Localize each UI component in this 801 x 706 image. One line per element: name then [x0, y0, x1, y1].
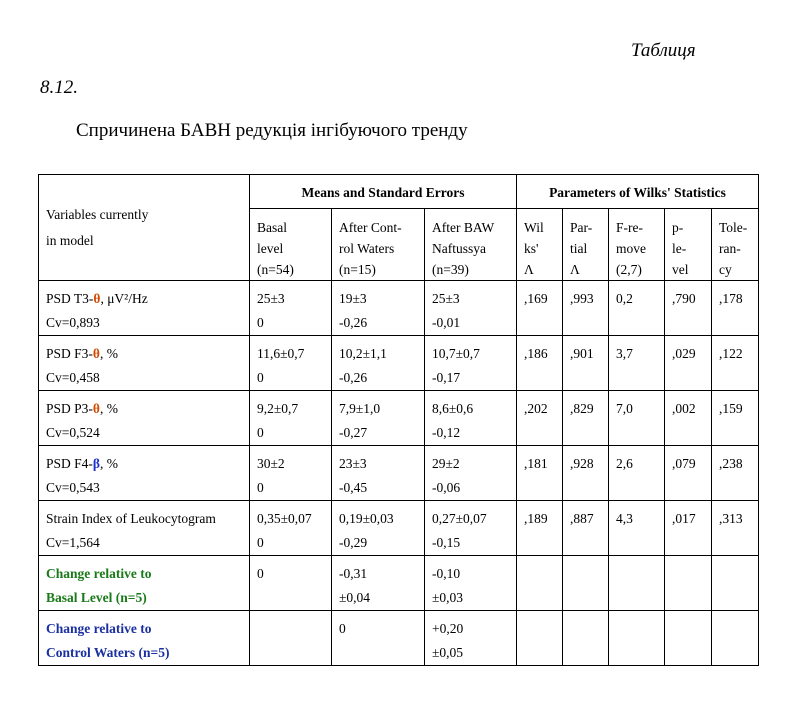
wilks-lambda-cell — [517, 391, 563, 446]
tolerancy-cell-value: ,122 — [719, 346, 743, 361]
wilks-lambda-cell — [517, 446, 563, 501]
variable-prefix: Strain Index of Leukocytogram — [46, 511, 216, 526]
variable-cell — [39, 446, 250, 501]
variable-name — [46, 342, 249, 366]
p-level-cell-value: ,790 — [672, 291, 696, 306]
f-remove-cell-value: 7,0 — [616, 401, 633, 416]
f-remove-cell — [609, 281, 665, 336]
table-row — [39, 391, 759, 446]
wilks-lambda-cell-value: ,169 — [524, 291, 548, 306]
tolerancy-header-line-1: Tole- — [719, 220, 748, 235]
variables-header-line-1: Variables currently — [46, 206, 149, 222]
baw-naftussya-cell-line-2: ±0,03 — [432, 590, 464, 605]
baw-naftussya-cell — [425, 446, 517, 501]
wilks-lambda-header-line-1: Wil — [524, 220, 544, 235]
baw-naftussya-cell-mean: 0,27±0,07 — [432, 511, 487, 526]
table-row — [39, 501, 759, 556]
baw-naftussya-cell — [425, 556, 517, 611]
table-row — [39, 336, 759, 391]
change-relative-control-waters-row-label-line-2: Control Waters (n=5) — [46, 645, 170, 660]
p-level-cell — [665, 446, 712, 501]
p-level-cell-value: ,029 — [672, 346, 696, 361]
variables-header-line-2: in model — [46, 232, 94, 248]
variable-suffix: , μV²/Hz — [100, 291, 148, 306]
wilks-lambda-header-line-2: ks' — [524, 241, 539, 256]
partial-lambda-cell — [563, 281, 609, 336]
table-title: Спричинена БАВН редукція інгібуючого тренду — [76, 120, 468, 141]
variable-suffix: , % — [100, 456, 119, 471]
tolerancy-header-line-2: ran- — [719, 241, 741, 256]
basal-level-header — [250, 209, 332, 281]
basal-level-cell — [250, 336, 332, 391]
basal-level-cell-mean: 30±2 — [257, 456, 285, 471]
tolerancy-cell-value: ,238 — [719, 456, 743, 471]
baw-naftussya-cell — [425, 281, 517, 336]
coefficient-of-variation: Cv=0,458 — [46, 370, 100, 385]
control-waters-cell-value: 0 — [339, 621, 346, 636]
variable-name — [46, 397, 249, 421]
theta-symbol: θ — [93, 291, 101, 306]
variable-cell — [39, 336, 250, 391]
variable-prefix: PSD F4- — [46, 456, 93, 471]
f-remove-header-line-1: F-re- — [616, 220, 643, 235]
partial-lambda-cell — [563, 446, 609, 501]
basal-level-header-line-2: level — [257, 241, 284, 256]
wilks-group-header: Parameters of Wilks' Statistics — [517, 175, 759, 209]
coefficient-of-variation: Cv=1,564 — [46, 535, 100, 550]
basal-level-cell — [250, 391, 332, 446]
tolerancy-cell — [712, 501, 759, 556]
f-remove-header-line-2: move — [616, 241, 646, 256]
baw-naftussya-cell-line-1: -0,10 — [432, 566, 461, 581]
variable-prefix: PSD P3- — [46, 401, 93, 416]
f-remove-header — [609, 209, 665, 281]
change-relative-basal-row-label-line-1: Change relative to — [46, 566, 152, 581]
baw-naftussya-cell-mean: 10,7±0,7 — [432, 346, 480, 361]
baw-naftussya-cell-line-2: ±0,05 — [432, 645, 464, 660]
control-waters-cell-mean: 0,19±0,03 — [339, 511, 394, 526]
baw-naftussya-cell-effect: -0,17 — [432, 370, 461, 385]
f-remove-header-line-3: (2,7) — [616, 262, 642, 277]
f-remove-cell-value: 3,7 — [616, 346, 633, 361]
control-waters-cell-mean: 7,9±1,0 — [339, 401, 381, 416]
header-row-groups — [39, 175, 759, 209]
variable-cell — [39, 281, 250, 336]
baw-naftussya-cell-mean: 29±2 — [432, 456, 460, 471]
tolerancy-cell — [712, 281, 759, 336]
basal-level-cell — [250, 611, 332, 666]
control-waters-cell-effect: -0,27 — [339, 425, 368, 440]
control-waters-cell — [332, 501, 425, 556]
control-waters-header-line-1: After Cont- — [339, 220, 402, 235]
control-waters-cell-effect: -0,45 — [339, 480, 368, 495]
control-waters-header — [332, 209, 425, 281]
coefficient-of-variation: Cv=0,893 — [46, 315, 100, 330]
control-waters-header-line-3: (n=15) — [339, 262, 376, 277]
tolerancy-cell — [712, 391, 759, 446]
change-relative-control-waters-row — [39, 611, 759, 666]
variable-prefix: PSD T3- — [46, 291, 94, 306]
p-level-header-line-1: p- — [672, 220, 684, 235]
tolerancy-cell-value: ,159 — [719, 401, 743, 416]
baw-naftussya-header-line-2: Naftussya — [432, 241, 486, 256]
baw-naftussya-cell-line-1: +0,20 — [432, 621, 464, 636]
caption-number: 8.12. — [40, 77, 78, 98]
p-level-cell — [665, 501, 712, 556]
table-body — [39, 281, 759, 666]
change-relative-basal-row — [39, 556, 759, 611]
wilks-lambda-cell — [517, 501, 563, 556]
empty-cell — [517, 611, 563, 666]
variable-cell — [39, 391, 250, 446]
means-group-header: Means and Standard Errors — [250, 175, 517, 209]
basal-level-cell-mean: 11,6±0,7 — [257, 346, 305, 361]
tolerancy-cell-value: ,178 — [719, 291, 743, 306]
control-waters-cell — [332, 336, 425, 391]
p-level-header-line-3: vel — [672, 262, 689, 277]
basal-level-cell-effect: 0 — [257, 315, 264, 330]
p-level-cell — [665, 281, 712, 336]
p-level-cell — [665, 336, 712, 391]
partial-lambda-header — [563, 209, 609, 281]
empty-cell — [563, 611, 609, 666]
empty-cell — [665, 556, 712, 611]
baw-naftussya-cell-effect: -0,12 — [432, 425, 461, 440]
control-waters-cell-effect: -0,26 — [339, 315, 368, 330]
variable-suffix: , % — [99, 401, 118, 416]
basal-level-cell-mean: 9,2±0,7 — [257, 401, 299, 416]
basal-level-cell — [250, 501, 332, 556]
f-remove-cell-value: 2,6 — [616, 456, 633, 471]
control-waters-cell-effect: -0,29 — [339, 535, 368, 550]
control-waters-cell — [332, 281, 425, 336]
baw-naftussya-header-line-1: After BAW — [432, 220, 495, 235]
partial-lambda-cell-value: ,887 — [570, 511, 594, 526]
control-waters-cell — [332, 611, 425, 666]
p-level-header — [665, 209, 712, 281]
tolerancy-cell — [712, 446, 759, 501]
tolerancy-cell-value: ,313 — [719, 511, 743, 526]
baw-naftussya-cell-effect: -0,01 — [432, 315, 461, 330]
f-remove-cell — [609, 336, 665, 391]
control-waters-cell — [332, 446, 425, 501]
partial-lambda-cell — [563, 501, 609, 556]
coefficient-of-variation: Cv=0,524 — [46, 425, 100, 440]
wilks-lambda-header-line-3: Λ — [524, 262, 534, 277]
partial-lambda-header-line-2: tial — [570, 241, 588, 256]
empty-cell — [712, 611, 759, 666]
basal-level-cell — [250, 281, 332, 336]
f-remove-cell-value: 0,2 — [616, 291, 633, 306]
empty-cell — [712, 556, 759, 611]
f-remove-cell — [609, 391, 665, 446]
basal-level-cell-effect: 0 — [257, 425, 264, 440]
basal-level-cell-mean: 25±3 — [257, 291, 285, 306]
control-waters-cell-line-1: -0,31 — [339, 566, 368, 581]
baw-naftussya-cell — [425, 391, 517, 446]
basal-level-cell — [250, 446, 332, 501]
p-level-header-line-2: le- — [672, 241, 687, 256]
baw-naftussya-cell-mean: 25±3 — [432, 291, 460, 306]
theta-symbol: θ — [92, 401, 100, 416]
basal-level-cell-effect: 0 — [257, 480, 264, 495]
control-waters-cell — [332, 391, 425, 446]
wilks-lambda-cell-value: ,181 — [524, 456, 548, 471]
partial-lambda-cell — [563, 391, 609, 446]
f-remove-cell — [609, 501, 665, 556]
p-level-cell-value: ,017 — [672, 511, 696, 526]
variable-suffix: , % — [99, 346, 118, 361]
baw-naftussya-cell-mean: 8,6±0,6 — [432, 401, 474, 416]
basal-level-cell-effect: 0 — [257, 370, 264, 385]
partial-lambda-cell-value: ,829 — [570, 401, 594, 416]
beta-symbol: β — [92, 456, 101, 471]
partial-lambda-header-line-1: Par- — [570, 220, 593, 235]
wilks-lambda-cell-value: ,189 — [524, 511, 548, 526]
tolerancy-cell — [712, 336, 759, 391]
f-remove-cell-value: 4,3 — [616, 511, 633, 526]
wilks-lambda-cell-value: ,186 — [524, 346, 548, 361]
empty-cell — [609, 611, 665, 666]
theta-symbol: θ — [92, 346, 100, 361]
control-waters-cell — [332, 556, 425, 611]
caption-label: Таблиця — [631, 40, 696, 61]
basal-level-header-line-3: (n=54) — [257, 262, 294, 277]
partial-lambda-cell — [563, 336, 609, 391]
baw-naftussya-cell-effect: -0,15 — [432, 535, 461, 550]
variable-prefix: PSD F3- — [46, 346, 93, 361]
control-waters-cell-mean: 10,2±1,1 — [339, 346, 387, 361]
table-row — [39, 446, 759, 501]
baw-naftussya-header — [425, 209, 517, 281]
control-waters-header-line-2: rol Waters — [339, 241, 395, 256]
wilks-lambda-header — [517, 209, 563, 281]
baw-naftussya-cell-effect: -0,06 — [432, 480, 461, 495]
wilks-lambda-cell — [517, 281, 563, 336]
variable-cell — [39, 501, 250, 556]
control-waters-cell-mean: 19±3 — [339, 291, 367, 306]
change-relative-basal-row-label — [39, 556, 250, 611]
baw-naftussya-cell — [425, 501, 517, 556]
wilks-lambda-cell-value: ,202 — [524, 401, 548, 416]
basal-level-cell-mean: 0,35±0,07 — [257, 511, 312, 526]
variable-name — [46, 452, 249, 476]
change-relative-control-waters-row-label-line-1: Change relative to — [46, 621, 152, 636]
variable-name — [46, 507, 249, 531]
f-remove-cell — [609, 446, 665, 501]
change-relative-control-waters-row-label — [39, 611, 250, 666]
p-level-cell-value: ,002 — [672, 401, 696, 416]
table-row — [39, 281, 759, 336]
p-level-cell — [665, 391, 712, 446]
baw-naftussya-header-line-3: (n=39) — [432, 262, 469, 277]
basal-level-cell-effect: 0 — [257, 535, 264, 550]
change-relative-basal-row-label-line-2: Basal Level (n=5) — [46, 590, 147, 605]
partial-lambda-cell-value: ,901 — [570, 346, 594, 361]
p-level-cell-value: ,079 — [672, 456, 696, 471]
control-waters-cell-effect: -0,26 — [339, 370, 368, 385]
coefficient-of-variation: Cv=0,543 — [46, 480, 100, 495]
partial-lambda-cell-value: ,928 — [570, 456, 594, 471]
wilks-lambda-cell — [517, 336, 563, 391]
tolerancy-header — [712, 209, 759, 281]
wilks-statistics-table — [38, 174, 759, 666]
empty-cell — [517, 556, 563, 611]
empty-cell — [563, 556, 609, 611]
variable-name — [46, 287, 249, 311]
basal-level-header-line-1: Basal — [257, 220, 287, 235]
variables-header — [39, 175, 250, 281]
baw-naftussya-cell — [425, 336, 517, 391]
basal-level-cell — [250, 556, 332, 611]
tolerancy-header-line-3: cy — [719, 262, 732, 277]
control-waters-cell-mean: 23±3 — [339, 456, 367, 471]
empty-cell — [665, 611, 712, 666]
partial-lambda-header-line-3: Λ — [570, 262, 580, 277]
control-waters-cell-line-2: ±0,04 — [339, 590, 371, 605]
empty-cell — [609, 556, 665, 611]
baw-naftussya-cell — [425, 611, 517, 666]
basal-level-cell-value: 0 — [257, 566, 264, 581]
partial-lambda-cell-value: ,993 — [570, 291, 594, 306]
